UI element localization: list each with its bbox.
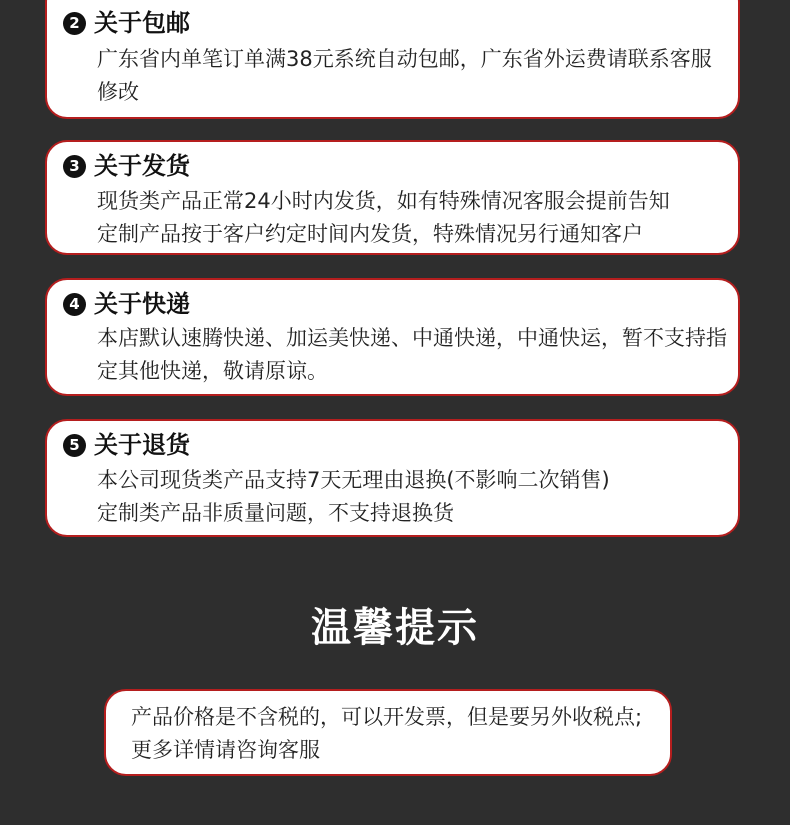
shipping-card-body (97, 43, 730, 109)
delivery-card-title (63, 151, 190, 181)
delivery-card-body (97, 185, 730, 251)
delivery-card (45, 140, 740, 255)
shipping-card (45, 0, 740, 119)
delivery-line-2: 定制产品按于客户约定时间内发货，特殊情况另行通知客户 (97, 222, 643, 246)
shipping-card-title (63, 8, 190, 38)
courier-line-1: 本店默认速腾快递、加运美快递、中通快递，中通快运，暂不支持指定其他快递，敬请原谅。 (97, 326, 727, 383)
delivery-line-1: 现货类产品正常24小时内发货，如有特殊情况客服会提前告知 (97, 189, 670, 213)
number-badge: 4 (63, 293, 86, 316)
tips-notice-box (104, 689, 672, 776)
shipping-line-1: 广东省内单笔订单满38元系统自动包邮，广东省外运费请联系客服修改 (97, 47, 712, 104)
courier-card (45, 278, 740, 396)
delivery-title-text: 关于发货 (94, 152, 190, 180)
courier-card-body (97, 322, 730, 388)
returns-title-text: 关于退货 (94, 431, 190, 459)
number-badge: 2 (63, 12, 86, 35)
number-badge: 3 (63, 155, 86, 178)
returns-card-title (63, 430, 190, 460)
courier-title-text: 关于快递 (94, 290, 190, 318)
courier-card-title (63, 289, 190, 319)
tips-notice-text: 产品价格是不含税的，可以开发票，但是要另外收税点;更多详情请咨询客服 (131, 705, 643, 762)
number-badge: 5 (63, 434, 86, 457)
returns-card (45, 419, 740, 537)
tips-heading: 温馨提示 (311, 605, 479, 651)
returns-line-2: 定制类产品非质量问题，不支持退换货 (97, 501, 454, 525)
returns-line-1: 本公司现货类产品支持7天无理由退换(不影响二次销售) (97, 468, 610, 492)
returns-card-body (97, 464, 730, 530)
shipping-title-text: 关于包邮 (94, 9, 190, 37)
